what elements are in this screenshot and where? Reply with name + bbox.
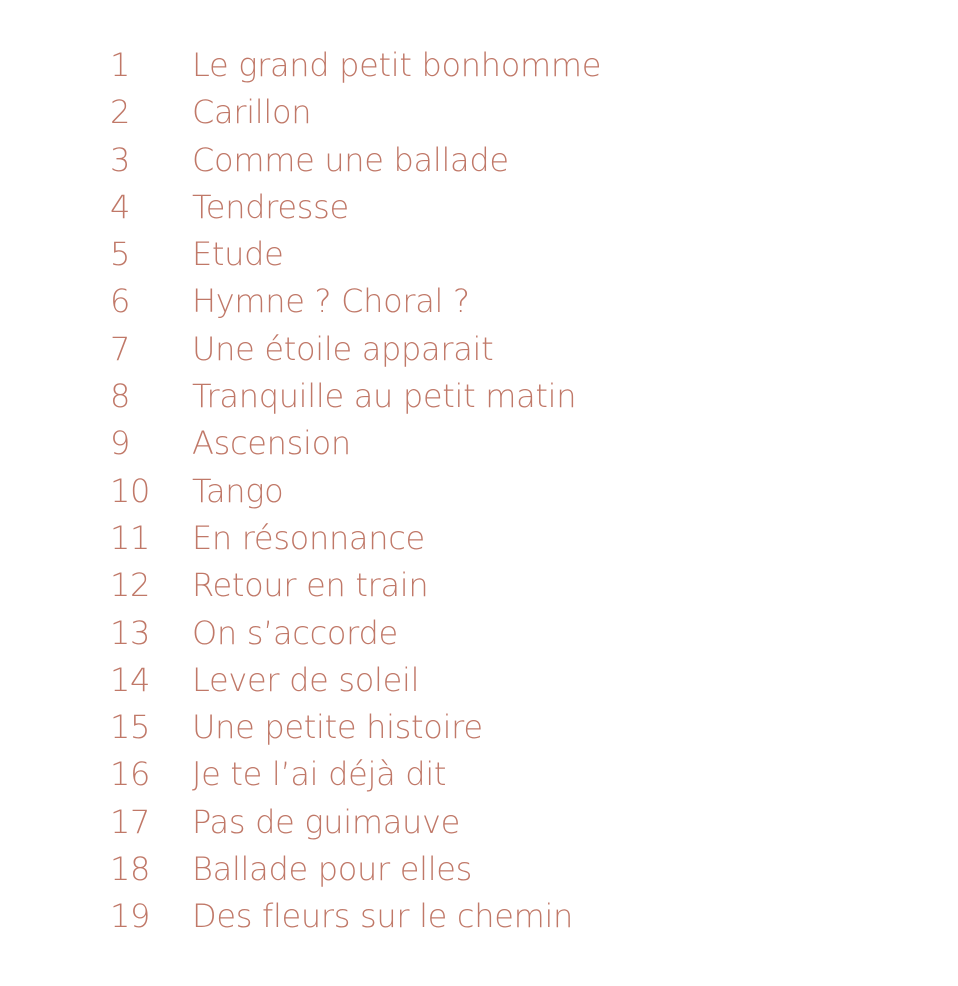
track-title: Je te l’ai déjà dit [192,755,447,794]
track-number: 15 [110,708,151,747]
track-number: 8 [110,377,131,416]
track-item [0,704,958,751]
track-title: Une petite histoire [192,708,483,747]
track-number: 18 [110,850,151,889]
track-title: Ascension [192,424,351,463]
track-item [0,515,958,562]
track-item [0,657,958,704]
track-number: 7 [110,329,131,368]
track-item [0,326,958,373]
track-title: En résonnance [192,518,425,557]
track-title: Hymne ? Choral ? [192,282,470,321]
track-number: 16 [110,755,151,794]
track-title: Tango [192,471,284,510]
track-number: 11 [110,518,151,557]
track-item [0,420,958,467]
track-title: Pas de guimauve [192,802,461,841]
track-item [0,562,958,609]
track-title: Tendresse [192,187,349,226]
track-title: On s’accorde [192,613,398,652]
track-title: Des fleurs sur le chemin [192,897,574,936]
track-item [0,184,958,231]
track-item [0,610,958,657]
track-item [0,89,958,136]
track-number: 13 [110,613,151,652]
track-title: Comme une ballade [192,140,509,179]
track-title: Etude [192,235,284,274]
track-item [0,751,958,798]
track-title: Retour en train [192,566,429,605]
track-title: Tranquille au petit matin [192,377,577,416]
track-number: 12 [110,566,151,605]
track-number: 10 [110,471,151,510]
track-title: Une étoile apparait [192,329,494,368]
track-item [0,137,958,184]
track-item [0,468,958,515]
track-title: Carillon [192,93,312,132]
track-item [0,893,958,940]
track-number: 4 [110,187,131,226]
track-title: Lever de soleil [192,660,420,699]
track-item [0,373,958,420]
track-number: 17 [110,802,151,841]
track-number: 2 [110,93,131,132]
track-title: Le grand petit bonhomme [192,46,602,84]
track-list [0,42,958,941]
track-number: 14 [110,660,151,699]
track-item [0,231,958,278]
track-number: 5 [110,235,131,274]
track-number: 3 [110,140,131,179]
track-number: 19 [110,897,151,936]
track-item [0,846,958,893]
track-number: 1 [110,46,131,84]
track-item [0,799,958,846]
track-item [0,278,958,325]
track-number: 9 [110,424,131,463]
track-title: Ballade pour elles [192,850,473,889]
track-number: 6 [110,282,131,321]
track-item [0,42,958,89]
